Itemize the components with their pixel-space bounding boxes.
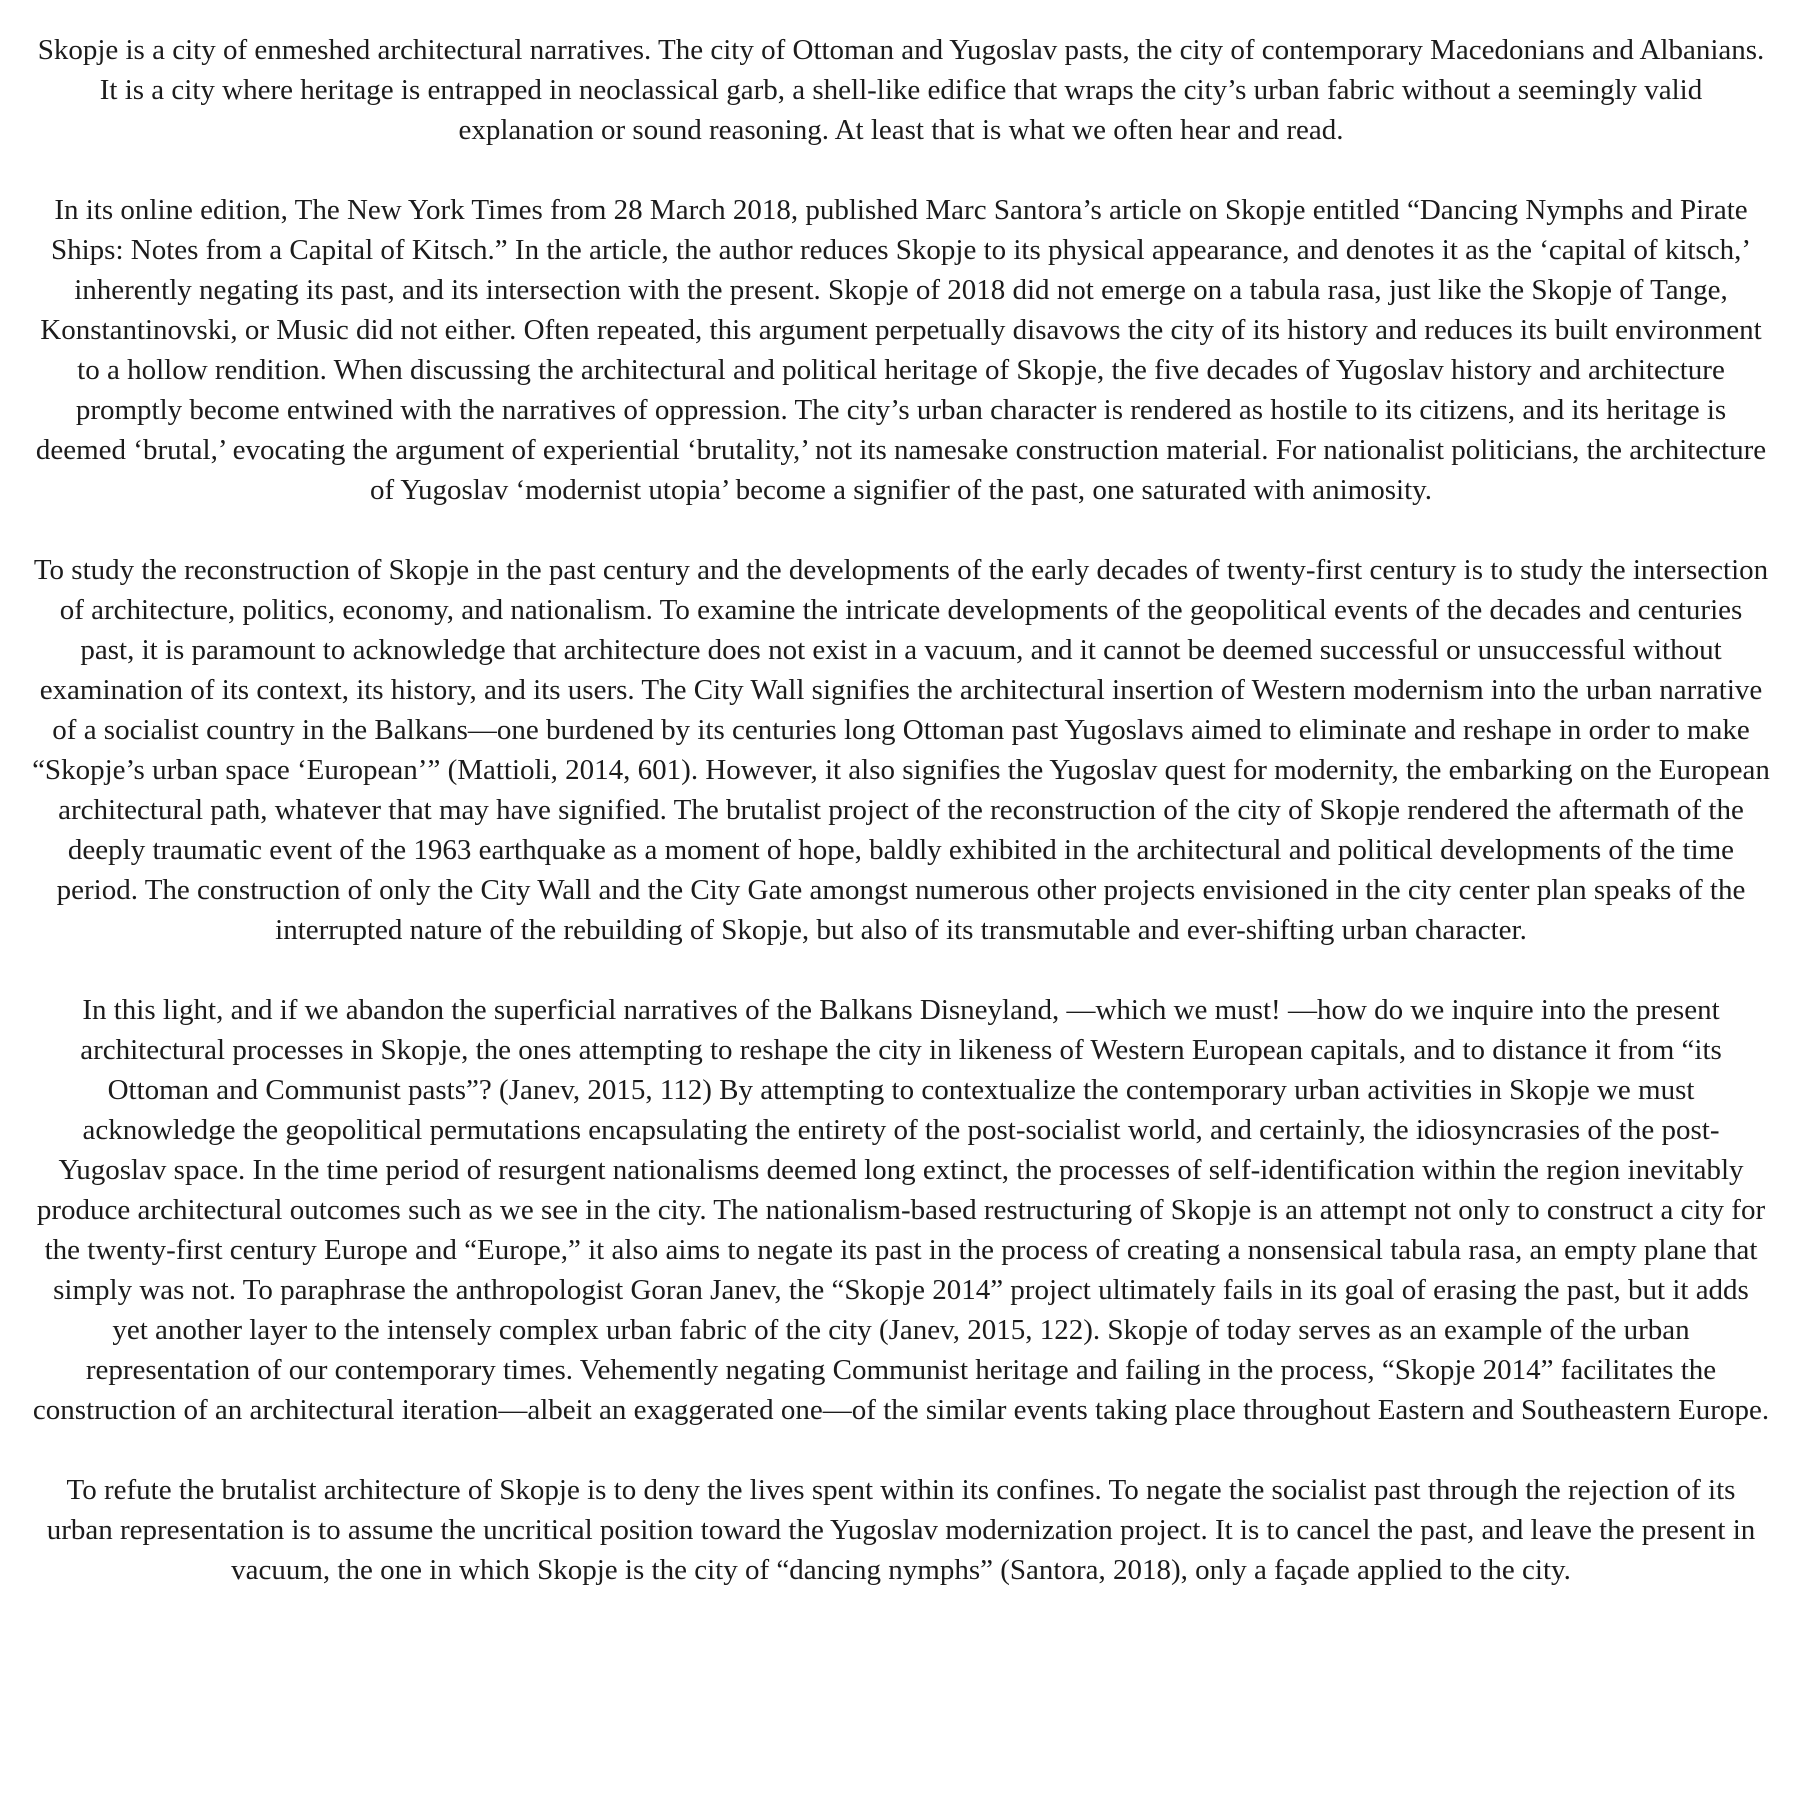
paragraph-3: To study the reconstruction of Skopje in the past century and the developments of the early decades of twenty-first century is to study the intersection of architecture, politics, economy, and nationalism. To examine the intricate developments of the geopolitical events of the decades and centuries past, it is paramount to acknowledge that architecture does not exist in a vacuum, and it cannot be deemed successful or unsuccessful without examination of its context, its history, and its users. The City Wall signifies the architectural insertion of Western modernism into the urban narrative of a socialist country in the Balkans—one burdened by its centuries long Ottoman past Yugoslavs aimed to eliminate and reshape in order to make “Skopje’s urban space ‘European’” (Mattioli, 2014, 601). However, it also signifies the Yugoslav quest for modernity, the embarking on the European architectural path, whatever that may have signified. The brutalist project of the reconstruction of the city of Skopje rendered the aftermath of the deeply traumatic event of the 1963 earthquake as a moment of hope, baldly exhibited in the architectural and political developments of the time period. The construction of only the City Wall and the City Gate amongst numerous other projects envisioned in the city center plan speaks of the interrupted nature of the rebuilding of Skopje, but also of its transmutable and ever-shifting urban character. — [32, 554, 1770, 946]
paragraph-4: In this light, and if we abandon the superficial narratives of the Balkans Disneyland, —which we must! —how do we inquire into the present architectural processes in Skopje, the ones attempting to reshape the city in likeness of Western European capitals, and to distance it from “its Ottoman and Communist pasts”? (Janev, 2015, 112) By attempting to contextualize the contemporary urban activities in Skopje we must acknowledge the geopolitical permutations encapsulating the entirety of the post-socialist world, and certainly, the idiosyncrasies of the post-Yugoslav space. In the time period of resurgent nationalisms deemed long extinct, the processes of self-identification within the region inevitably produce architectural outcomes such as we see in the city. The nationalism-based restructuring of Skopje is an attempt not only to construct a city for the twenty-first century Europe and “Europe,” it also aims to negate its past in the process of creating a nonsensical tabula rasa, an empty plane that simply was not. To paraphrase the anthropologist Goran Janev, the “Skopje 2014” project ultimately fails in its goal of erasing the past, but it adds yet another layer to the intensely complex urban fabric of the city (Janev, 2015, 122). Skopje of today serves as an example of the urban representation of our contemporary times. Vehemently negating Communist heritage and failing in the process, “Skopje 2014” facilitates the construction of an architectural iteration—albeit an exaggerated one—of the similar events taking place throughout Eastern and Southeastern Europe. — [32, 994, 1770, 1426]
paragraph-5: To refute the brutalist architecture of Skopje is to deny the lives spent within its confines. To negate the socialist past through the rejection of its urban representation is to assume the uncritical position toward the Yugoslav modernization project. It is to cancel the past, and leave the present in vacuum, the one in which Skopje is the city of “dancing nymphs” (Santora, 2018), only a façade applied to the city. — [46, 1474, 1756, 1586]
paragraph-2: In its online edition, The New York Times from 28 March 2018, published Marc Santora’s article on Skopje entitled “Dancing Nymphs and Pirate Ships: Notes from a Capital of Kitsch.” In the article, the author reduces Skopje to its physical appearance, and denotes it as the ‘capital of kitsch,’ inherently negating its past, and its intersection with the present. Skopje of 2018 did not emerge on a tabula rasa, just like the Skopje of Tange, Konstantinovski, or Music did not either. Often repeated, this argument perpetually disavows the city of its history and reduces its built environment to a hollow rendition. When discussing the architectural and political heritage of Skopje, the five decades of Yugoslav history and architecture promptly become entwined with the narratives of oppression. The city’s urban character is rendered as hostile to its citizens, and its heritage is deemed ‘brutal,’ evocating the argument of experiential ‘brutality,’ not its namesake construction material. For nationalist politicians, the architecture of Yugoslav ‘modernist utopia’ become a signifier of the past, one saturated with animosity. — [35, 194, 1767, 506]
paragraph-1: Skopje is a city of enmeshed architectural narratives. The city of Ottoman and Yugoslav pasts, the city of contemporary Macedonians and Albanians. It is a city where heritage is entrapped in neoclassical garb, a shell-like edifice that wraps the city’s urban fabric without a seemingly valid explanation or sound reasoning. At least that is what we often hear and read. — [37, 34, 1765, 146]
